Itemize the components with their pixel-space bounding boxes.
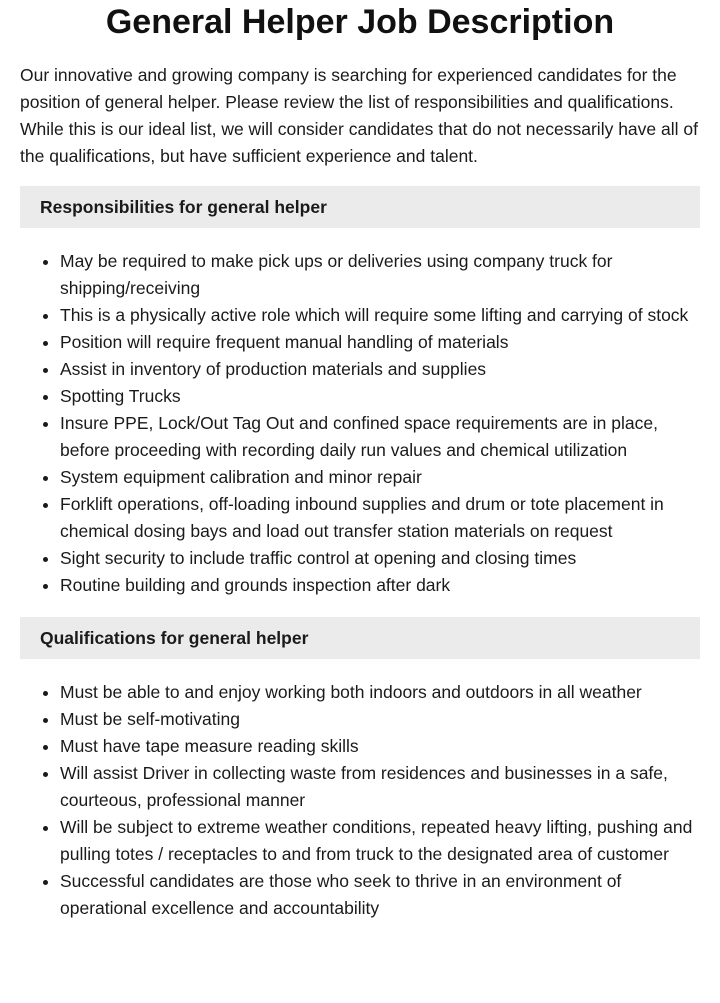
list-item: • May be required to make pick ups or deliveries using company truck for shipping/receiving <box>60 248 700 302</box>
list-item: • Will be subject to extreme weather conditions, repeated heavy lifting, pushing and pulling totes / receptacles to and from truck to the designated area of customer <box>60 814 700 868</box>
responsibilities-list <box>20 248 700 599</box>
list-item: • Forklift operations, off-loading inbound supplies and drum or tote placement in chemical dosing bays and load out transfer station materials on request <box>60 491 700 545</box>
list-item: • Successful candidates are those who seek to thrive in an environment of operational excellence and accountability <box>60 868 700 922</box>
page-title: General Helper Job Description <box>105 3 615 41</box>
list-item: • Assist in inventory of production materials and supplies <box>60 356 700 383</box>
list-item: • This is a physically active role which will require some lifting and carrying of stock <box>60 302 700 329</box>
list-item: • Spotting Trucks <box>60 383 700 410</box>
list-item: • Insure PPE, Lock/Out Tag Out and confined space requirements are in place, before proceeding with recording daily run values and chemical utilization <box>60 410 700 464</box>
qualifications-heading: Qualifications for general helper <box>40 627 309 648</box>
qualifications-header <box>20 617 700 659</box>
list-item: • Must be able to and enjoy working both indoors and outdoors in all weather <box>60 679 700 706</box>
responsibilities-header <box>20 186 700 228</box>
list-item: • Sight security to include traffic control at opening and closing times <box>60 545 700 572</box>
qualifications-list <box>20 679 700 922</box>
list-item: • Position will require frequent manual handling of materials <box>60 329 700 356</box>
list-item: • Will assist Driver in collecting waste from residences and businesses in a safe, courteous, professional manner <box>60 760 700 814</box>
list-item: • Must have tape measure reading skills <box>60 733 700 760</box>
intro-paragraph: Our innovative and growing company is searching for experienced candidates for the position of general helper. Please review the list of responsibilities and qualifications. While this is our ideal list, we will consider candidates that do not necessarily have all of the qualifications, but have sufficient experience and talent. <box>20 65 698 166</box>
responsibilities-heading: Responsibilities for general helper <box>40 196 327 217</box>
list-item: • System equipment calibration and minor repair <box>60 464 700 491</box>
list-item: • Routine building and grounds inspection after dark <box>60 572 700 599</box>
list-item: • Must be self-motivating <box>60 706 700 733</box>
